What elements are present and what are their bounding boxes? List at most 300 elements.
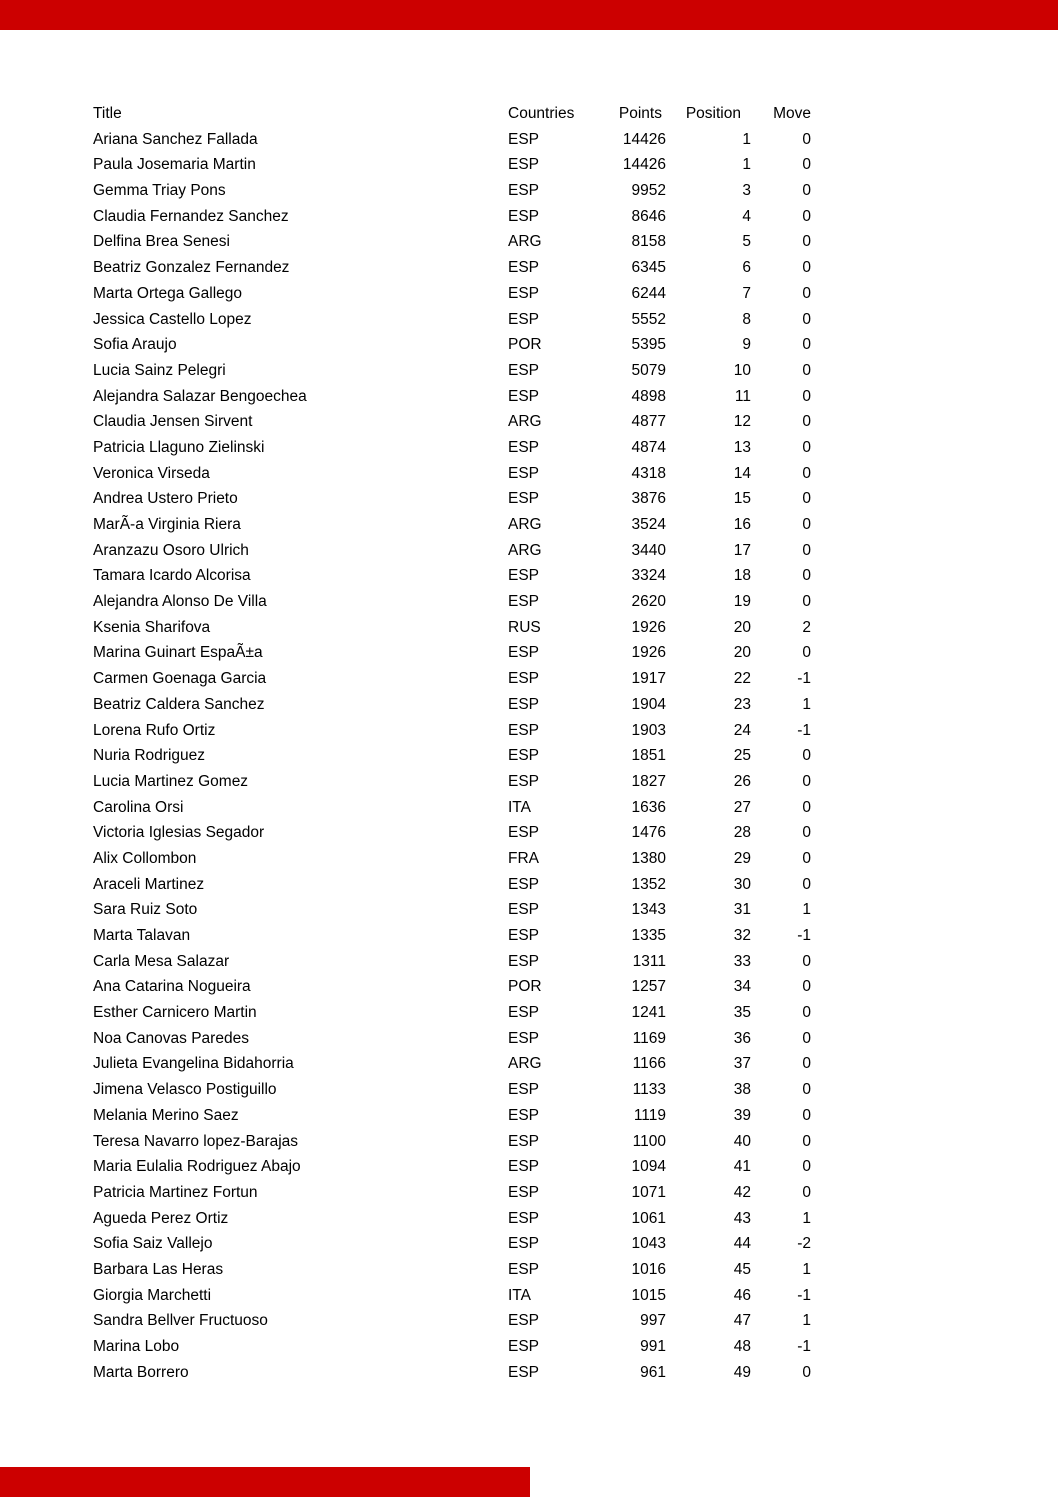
cell-countries: ESP <box>508 284 540 302</box>
cell-title: Ana Catarina Nogueira <box>93 978 251 996</box>
cell-points: 3524 <box>631 516 666 533</box>
cell-countries: ESP <box>508 490 540 508</box>
table-row <box>93 974 813 1000</box>
table-row <box>93 718 813 744</box>
cell-countries: ESP <box>508 1029 540 1047</box>
cell-countries: ESP <box>508 361 540 379</box>
cell-position: 6 <box>742 259 751 277</box>
cell-move: 0 <box>802 156 811 174</box>
cell-points: 5079 <box>631 361 666 379</box>
cell-position: 9 <box>742 336 751 354</box>
table-row <box>93 615 813 641</box>
table-row <box>93 1129 813 1155</box>
cell-move: -1 <box>797 1338 811 1355</box>
cell-points: 991 <box>640 1338 666 1355</box>
cell-title: Carmen Goenaga Garcia <box>93 670 267 688</box>
cell-points: 1133 <box>632 1081 666 1099</box>
table-row <box>93 1308 813 1334</box>
cell-position: 26 <box>733 772 751 790</box>
cell-title: Maria Eulalia Rodriguez Abajo <box>93 1158 301 1176</box>
cell-title: Beatriz Gonzalez Fernandez <box>93 259 290 277</box>
cell-move: 0 <box>802 130 811 148</box>
cell-points: 5395 <box>631 336 666 354</box>
cell-position: 41 <box>733 1158 751 1176</box>
cell-title: Claudia Fernandez Sanchez <box>93 207 289 225</box>
cell-position: 49 <box>733 1363 751 1381</box>
table-row <box>93 461 813 487</box>
cell-title: Marina Guinart EspaÃ±a <box>93 644 263 662</box>
cell-position: 8 <box>742 310 751 328</box>
cell-points: 1904 <box>631 695 666 713</box>
cell-countries: ESP <box>508 207 540 225</box>
cell-position: 27 <box>733 798 751 816</box>
cell-countries: ESP <box>508 1260 540 1278</box>
table-row <box>93 1000 813 1026</box>
cell-points: 3876 <box>631 490 666 508</box>
cell-move: 0 <box>802 284 811 302</box>
cell-points: 1343 <box>631 901 666 919</box>
header-title: Title <box>93 105 122 122</box>
cell-move: 0 <box>802 952 811 970</box>
cell-move: 0 <box>802 1132 811 1150</box>
table-row <box>93 846 813 872</box>
cell-move: -1 <box>797 721 811 739</box>
cell-move: 0 <box>802 438 811 456</box>
cell-title: Marta Talavan <box>93 927 191 944</box>
table-row <box>93 1026 813 1052</box>
cell-title: Giorgia Marchetti <box>93 1286 212 1304</box>
cell-position: 28 <box>733 824 751 842</box>
cell-title: Nuria Rodriguez <box>93 747 205 765</box>
cell-move: 0 <box>802 593 811 611</box>
cell-points: 3324 <box>631 567 666 585</box>
cell-points: 1380 <box>631 849 666 867</box>
cell-countries: ESP <box>508 567 540 585</box>
cell-countries: ESP <box>508 1235 540 1253</box>
cell-title: Jimena Velasco Postiguillo <box>93 1081 277 1099</box>
cell-move: 0 <box>802 747 811 765</box>
cell-position: 14 <box>733 464 751 482</box>
table-row <box>93 255 813 281</box>
cell-position: 19 <box>733 593 751 611</box>
cell-points: 1636 <box>631 798 666 816</box>
table-row <box>93 384 813 410</box>
cell-countries: ESP <box>508 438 540 456</box>
cell-move: 1 <box>802 1209 811 1227</box>
cell-points: 9952 <box>631 182 666 200</box>
cell-points: 1169 <box>632 1029 666 1047</box>
cell-points: 14426 <box>622 156 666 174</box>
cell-countries: FRA <box>508 849 539 867</box>
cell-position: 38 <box>733 1081 751 1099</box>
cell-position: 5 <box>742 233 751 251</box>
header-countries: Countries <box>508 105 575 122</box>
cell-position: 20 <box>733 618 751 636</box>
cell-position: 31 <box>733 901 751 919</box>
cell-title: Marta Ortega Gallego <box>93 284 243 302</box>
cell-position: 29 <box>733 849 751 867</box>
cell-title: Barbara Las Heras <box>93 1260 224 1278</box>
cell-position: 1 <box>742 156 751 174</box>
cell-points: 1071 <box>631 1183 666 1201</box>
cell-title: Lucia Sainz Pelegri <box>93 361 226 379</box>
cell-position: 22 <box>733 670 751 688</box>
cell-countries: ESP <box>508 156 540 174</box>
cell-move: -2 <box>797 1235 811 1253</box>
cell-points: 1926 <box>631 644 666 662</box>
table-row <box>93 949 813 975</box>
cell-points: 1476 <box>631 824 666 842</box>
cell-points: 1119 <box>633 1106 666 1124</box>
table-row <box>93 872 813 898</box>
cell-title: Patricia Llaguno Zielinski <box>93 438 265 456</box>
cell-position: 17 <box>733 541 751 559</box>
cell-points: 4318 <box>631 464 666 482</box>
cell-points: 1926 <box>631 618 666 636</box>
cell-position: 39 <box>733 1106 751 1124</box>
cell-points: 1061 <box>631 1209 666 1227</box>
cell-move: 0 <box>802 1158 811 1176</box>
table-row <box>93 1077 813 1103</box>
table-body <box>93 127 813 1386</box>
cell-move: 0 <box>802 490 811 508</box>
cell-countries: ESP <box>508 1004 540 1022</box>
cell-points: 8646 <box>631 207 666 225</box>
cell-countries: ESP <box>508 644 540 662</box>
cell-title: Gemma Triay Pons <box>93 182 226 200</box>
cell-countries: ESP <box>508 1158 540 1176</box>
table-row <box>93 409 813 435</box>
cell-countries: ESP <box>508 1209 540 1227</box>
cell-title: Paula Josemaria Martin <box>93 156 256 174</box>
table-row <box>93 1051 813 1077</box>
table-row <box>93 589 813 615</box>
table-row <box>93 127 813 153</box>
cell-points: 997 <box>640 1312 666 1330</box>
cell-points: 1166 <box>632 1055 666 1073</box>
cell-position: 20 <box>733 644 751 662</box>
cell-title: Alejandra Alonso De Villa <box>93 593 267 611</box>
cell-countries: ARG <box>508 413 542 431</box>
table-row <box>93 178 813 204</box>
cell-countries: ESP <box>508 1106 540 1124</box>
cell-move: 1 <box>802 695 811 713</box>
cell-points: 1241 <box>631 1004 666 1022</box>
cell-countries: ESP <box>508 1081 540 1099</box>
cell-position: 10 <box>733 361 751 379</box>
cell-move: 0 <box>802 798 811 816</box>
header-move: Move <box>773 105 811 122</box>
table-header <box>93 101 813 127</box>
cell-countries: ESP <box>508 952 540 970</box>
cell-countries: ESP <box>508 1183 540 1201</box>
table-row <box>93 1334 813 1360</box>
table-row <box>93 512 813 538</box>
cell-title: Ariana Sanchez Fallada <box>93 130 258 148</box>
cell-countries: ESP <box>508 259 540 277</box>
table-row <box>93 538 813 564</box>
cell-title: Melania Merino Saez <box>93 1106 239 1124</box>
cell-points: 1917 <box>631 670 666 688</box>
table-row <box>93 923 813 949</box>
cell-countries: ESP <box>508 721 540 739</box>
cell-position: 40 <box>733 1132 751 1150</box>
ranking-table <box>93 101 813 1385</box>
cell-countries: ITA <box>508 798 531 816</box>
cell-move: 0 <box>802 464 811 482</box>
cell-position: 34 <box>733 978 751 996</box>
table-row <box>93 666 813 692</box>
cell-countries: ESP <box>508 824 540 842</box>
table-row <box>93 769 813 795</box>
cell-title: Lucia Martinez Gomez <box>93 772 249 790</box>
cell-countries: ESP <box>508 747 540 765</box>
top-red-bar <box>0 0 1058 30</box>
cell-position: 36 <box>733 1029 751 1047</box>
cell-move: 0 <box>802 413 811 431</box>
table-row <box>93 897 813 923</box>
cell-countries: ESP <box>508 927 540 944</box>
cell-title: Marta Borrero <box>93 1363 189 1381</box>
cell-points: 6244 <box>631 284 666 302</box>
cell-title: Julieta Evangelina Bidahorria <box>93 1055 294 1073</box>
cell-points: 8158 <box>631 233 666 251</box>
cell-countries: ESP <box>508 1338 540 1355</box>
cell-countries: ESP <box>508 310 540 328</box>
cell-countries: ESP <box>508 1363 540 1381</box>
cell-move: 0 <box>802 824 811 842</box>
cell-title: Alix Collombon <box>93 849 197 867</box>
header-position: Position <box>685 105 741 122</box>
cell-countries: ARG <box>508 516 542 533</box>
cell-move: 0 <box>802 1183 811 1201</box>
cell-countries: ESP <box>508 1312 540 1330</box>
cell-title: Claudia Jensen Sirvent <box>93 413 253 431</box>
cell-position: 35 <box>733 1004 751 1022</box>
cell-points: 6345 <box>631 259 666 277</box>
cell-title: Sofia Saiz Vallejo <box>93 1235 213 1253</box>
cell-move: 0 <box>802 233 811 251</box>
cell-title: Noa Canovas Paredes <box>93 1029 249 1047</box>
cell-move: 0 <box>802 978 811 996</box>
cell-position: 4 <box>742 207 751 225</box>
cell-countries: ARG <box>508 541 542 559</box>
table-row <box>93 692 813 718</box>
cell-points: 4877 <box>631 413 666 431</box>
cell-countries: ESP <box>508 182 540 200</box>
cell-title: Victoria Iglesias Segador <box>93 824 265 842</box>
cell-title: Aranzazu Osoro Ulrich <box>93 541 249 559</box>
cell-position: 16 <box>733 516 751 533</box>
header-points: Points <box>618 105 662 122</box>
cell-position: 33 <box>733 952 751 970</box>
cell-points: 3440 <box>631 541 666 559</box>
cell-points: 1015 <box>631 1286 666 1304</box>
cell-move: 0 <box>802 772 811 790</box>
cell-move: 0 <box>802 1106 811 1124</box>
cell-position: 32 <box>733 927 751 944</box>
cell-move: 0 <box>802 182 811 200</box>
cell-title: Teresa Navarro lopez-Barajas <box>93 1132 299 1150</box>
cell-position: 44 <box>733 1235 751 1253</box>
cell-move: 0 <box>802 361 811 379</box>
cell-position: 23 <box>733 695 751 713</box>
cell-move: 1 <box>802 1312 811 1330</box>
cell-move: -1 <box>797 927 811 944</box>
cell-position: 11 <box>734 387 751 405</box>
cell-move: 2 <box>802 618 811 636</box>
cell-points: 961 <box>640 1363 666 1381</box>
cell-position: 3 <box>742 182 751 200</box>
cell-title: Tamara Icardo Alcorisa <box>93 567 251 585</box>
cell-position: 1 <box>742 130 751 148</box>
cell-position: 18 <box>733 567 751 585</box>
cell-title: Sara Ruiz Soto <box>93 901 198 919</box>
cell-move: 0 <box>802 541 811 559</box>
cell-points: 1016 <box>631 1260 666 1278</box>
cell-move: 0 <box>802 567 811 585</box>
table-row <box>93 229 813 255</box>
table-row <box>93 204 813 230</box>
cell-position: 42 <box>733 1183 751 1201</box>
cell-position: 30 <box>733 875 751 893</box>
cell-move: 0 <box>802 875 811 893</box>
cell-countries: ESP <box>508 901 540 919</box>
cell-position: 37 <box>733 1055 751 1073</box>
cell-move: 0 <box>802 849 811 867</box>
cell-title: Carla Mesa Salazar <box>93 952 230 970</box>
cell-title: Andrea Ustero Prieto <box>93 490 238 508</box>
cell-countries: ESP <box>508 387 540 405</box>
cell-move: 1 <box>802 1260 811 1278</box>
cell-move: 0 <box>802 310 811 328</box>
cell-points: 1043 <box>631 1235 666 1253</box>
cell-move: 0 <box>802 1363 811 1381</box>
table-row <box>93 1206 813 1232</box>
cell-countries: ESP <box>508 695 540 713</box>
cell-title: Patricia Martinez Fortun <box>93 1183 258 1201</box>
cell-move: 0 <box>802 1081 811 1099</box>
cell-points: 1311 <box>632 952 666 970</box>
cell-move: 0 <box>802 1004 811 1022</box>
table-row <box>93 1154 813 1180</box>
cell-points: 1100 <box>632 1132 666 1150</box>
cell-points: 1094 <box>631 1158 666 1176</box>
cell-move: 0 <box>802 387 811 405</box>
cell-move: 0 <box>802 1055 811 1073</box>
cell-countries: ESP <box>508 593 540 611</box>
cell-position: 48 <box>733 1338 751 1355</box>
cell-title: Sandra Bellver Fructuoso <box>93 1312 268 1330</box>
cell-points: 1903 <box>631 721 666 739</box>
table-row <box>93 1231 813 1257</box>
cell-title: Beatriz Caldera Sanchez <box>93 695 265 713</box>
cell-countries: ARG <box>508 1055 542 1073</box>
cell-countries: ESP <box>508 772 540 790</box>
table-row <box>93 820 813 846</box>
table-row <box>93 1283 813 1309</box>
table-row <box>93 1180 813 1206</box>
table-row <box>93 1103 813 1129</box>
cell-move: -1 <box>797 670 811 688</box>
table-row <box>93 152 813 178</box>
cell-points: 4898 <box>631 387 666 405</box>
cell-countries: POR <box>508 336 542 354</box>
cell-position: 43 <box>733 1209 751 1227</box>
cell-points: 1257 <box>631 978 666 996</box>
cell-move: -1 <box>797 1286 811 1304</box>
table-row <box>93 1257 813 1283</box>
cell-move: 0 <box>802 259 811 277</box>
cell-title: Delfina Brea Senesi <box>93 233 230 251</box>
cell-position: 15 <box>733 490 751 508</box>
cell-title: Jessica Castello Lopez <box>93 310 252 328</box>
cell-countries: ITA <box>508 1286 531 1304</box>
cell-title: Esther Carnicero Martin <box>93 1004 257 1022</box>
cell-countries: ESP <box>508 464 540 482</box>
cell-countries: ESP <box>508 875 540 893</box>
cell-position: 25 <box>733 747 751 765</box>
cell-points: 5552 <box>631 310 666 328</box>
cell-countries: RUS <box>508 618 541 636</box>
cell-title: Araceli Martinez <box>93 875 205 893</box>
cell-move: 0 <box>802 516 811 533</box>
cell-title: Lorena Rufo Ortiz <box>93 721 216 739</box>
bottom-red-bar <box>0 1467 530 1497</box>
cell-move: 0 <box>802 336 811 354</box>
table-row <box>93 358 813 384</box>
cell-title: Alejandra Salazar Bengoechea <box>93 387 307 405</box>
cell-move: 0 <box>802 1029 811 1047</box>
cell-points: 14426 <box>622 130 666 148</box>
cell-countries: ESP <box>508 670 540 688</box>
table-row <box>93 435 813 461</box>
table-row <box>93 795 813 821</box>
table-row <box>93 1360 813 1386</box>
cell-points: 1827 <box>631 772 666 790</box>
cell-countries: ESP <box>508 1132 540 1150</box>
cell-title: Ksenia Sharifova <box>93 618 211 636</box>
cell-move: 1 <box>802 901 811 919</box>
table-row <box>93 281 813 307</box>
cell-move: 0 <box>802 644 811 662</box>
cell-points: 4874 <box>631 438 666 456</box>
cell-countries: POR <box>508 978 542 996</box>
table-row <box>93 743 813 769</box>
cell-countries: ARG <box>508 233 542 251</box>
cell-position: 47 <box>733 1312 751 1330</box>
cell-position: 46 <box>733 1286 751 1304</box>
cell-points: 1352 <box>631 875 666 893</box>
cell-countries: ESP <box>508 130 540 148</box>
table-row <box>93 486 813 512</box>
table-row <box>93 307 813 333</box>
table-row <box>93 332 813 358</box>
cell-position: 7 <box>742 284 751 302</box>
cell-points: 1335 <box>631 927 666 944</box>
cell-title: Agueda Perez Ortiz <box>93 1209 229 1227</box>
cell-move: 0 <box>802 207 811 225</box>
cell-points: 2620 <box>631 593 666 611</box>
table-row <box>93 640 813 666</box>
cell-title: Carolina Orsi <box>93 798 184 816</box>
cell-title: Sofia Araujo <box>93 336 177 354</box>
table-row <box>93 563 813 589</box>
cell-points: 1851 <box>631 747 666 765</box>
cell-title: Marina Lobo <box>93 1338 180 1355</box>
cell-title: Veronica Virseda <box>93 464 210 482</box>
cell-position: 13 <box>733 438 751 456</box>
